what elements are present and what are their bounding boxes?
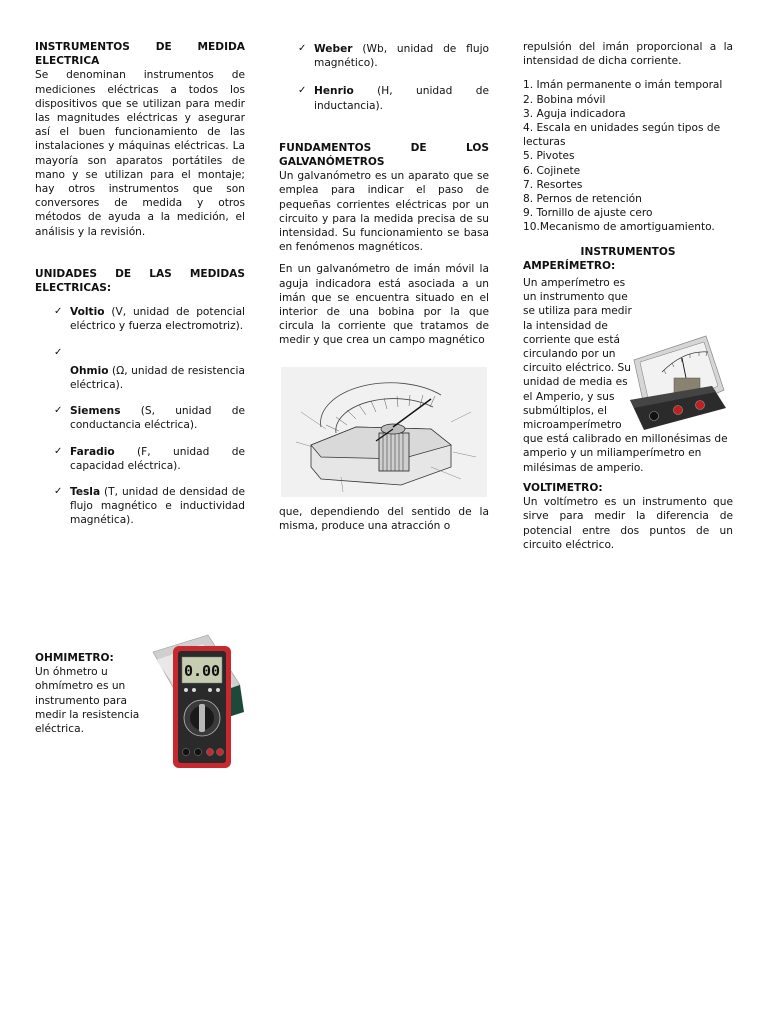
unit-name: Tesla	[70, 486, 101, 499]
unit-name: Voltio	[70, 306, 105, 319]
unit-item-henrio	[279, 84, 489, 112]
unit-desc: (S, unidad de conductancia eléctrica).	[70, 405, 245, 432]
section-title-ohmmeter: OHMIMETRO:	[35, 652, 114, 664]
galvanometer-paragraph-2: En un galvanómetro de imán móvil la aguja indicadora está asociada a un imán que se encuentra situado en el interior de una bobina por la que circula la corriente que tratamos de medir y que crea un campo magnético	[279, 263, 489, 347]
section-title-voltmeter: VOLTIMETRO:	[523, 482, 603, 494]
voltmeter-section	[523, 481, 733, 552]
unit-item-weber	[279, 42, 489, 70]
part-item: 5. Pivotes	[523, 150, 575, 163]
multimeter-image	[148, 630, 248, 770]
column-right	[523, 40, 733, 273]
ohmmeter-section	[35, 651, 145, 736]
ammeter-image	[626, 330, 730, 434]
check-icon: ✓	[54, 486, 63, 498]
unit-name: Ohmio	[70, 364, 109, 377]
unit-item-tesla	[35, 485, 245, 528]
section-title-units: UNIDADES DE LAS MEDIDAS ELECTRICAS:	[35, 267, 245, 295]
galvanometer-diagram	[281, 367, 487, 497]
check-icon: ✓	[298, 43, 307, 54]
section-title-ammeter: AMPERÍMETRO:	[523, 259, 616, 272]
section-title-instruments-2: INSTRUMENTOS	[580, 245, 676, 258]
part-item: 10.Mecanismo de amortiguamiento.	[523, 221, 715, 234]
unit-item-ohmio	[35, 364, 245, 392]
unit-name: Henrio	[314, 85, 354, 98]
part-item: 4. Escala en unidades según tipos de lecturas	[523, 122, 721, 149]
unit-name: Siemens	[70, 405, 121, 418]
check-icon: ✓	[54, 306, 63, 318]
unit-name: Faradio	[70, 445, 115, 458]
part-item: 7. Resortes	[523, 178, 583, 191]
part-item: 9. Tornillo de ajuste cero	[523, 207, 653, 220]
ohmmeter-paragraph: Un óhmetro u ohmímetro es un instrumento para medir la resistencia eléctrica.	[35, 666, 140, 736]
unit-desc: (Wb, unidad de flujo magnético).	[314, 43, 489, 70]
voltmeter-paragraph: Un voltímetro es un instrumento que sirve para medir la diferencia de potencial entre dos puntos de un circuito eléctrico.	[523, 496, 733, 551]
check-icon: ✓	[54, 346, 63, 358]
unit-item-faradio	[35, 445, 245, 473]
unit-desc: (Ω, unidad de resistencia eléctrica).	[70, 364, 245, 392]
part-item: 1. Imán permanente o imán temporal	[523, 79, 723, 92]
unit-item-empty	[35, 346, 245, 360]
unit-desc: (V, unidad de potencial eléctrico y fuerza electromotriz).	[70, 306, 246, 333]
unit-desc: (T, unidad de densidad de flujo magnético e inductividad magnética).	[70, 486, 245, 527]
galvanometer-paragraph-1: Un galvanómetro es un aparato que se emplea para indicar el paso de pequeñas corrientes eléctricas por un circuito y para la medida precisa de su intensidad. Su funcionamiento se basa en fenómenos magnéticos.	[279, 170, 489, 254]
check-icon: ✓	[298, 85, 307, 97]
check-icon: ✓	[54, 405, 63, 417]
units-list-continued	[279, 42, 489, 113]
unit-name: Weber	[314, 43, 353, 55]
galvanometer-parts-list	[523, 78, 733, 234]
unit-desc: (H, unidad de inductancia).	[314, 85, 489, 112]
part-item: 8. Pernos de retención	[523, 193, 642, 206]
unit-desc: (F, unidad de capacidad eléctrica).	[70, 445, 245, 472]
galvanometer-paragraph-3: que, dependiendo del sentido de la misma, produce una atracción o	[279, 506, 489, 533]
part-item: 6. Cojinete	[523, 164, 581, 177]
check-icon: ✓	[54, 445, 63, 457]
column-middle	[279, 40, 489, 348]
continued-paragraph: repulsión del imán proporcional a la intensidad de dicha corriente.	[523, 41, 733, 68]
unit-item-siemens	[35, 404, 245, 432]
unit-item-voltio	[35, 305, 245, 333]
column-left	[35, 40, 245, 540]
units-list	[35, 305, 245, 527]
multimeter-display: 0.00	[183, 662, 221, 680]
part-item: 3. Aguja indicadora	[523, 107, 626, 120]
part-item: 2. Bobina móvil	[523, 93, 606, 106]
instruments-paragraph: Se denominan instrumentos de mediciones eléctricas a todos los dispositivos que se utilizan para medir las magnitudes eléctricas y asegurar así el buen funcionamiento de las instalaciones y máquinas eléctricas. La mayoría son aparatos portátiles de mano y se utilizan para el montaje; hay otros instrumentos que son conversores de medida y otros métodos de ayuda a la medición, el análisis y la revisión.	[35, 69, 245, 238]
section-title-instruments: INSTRUMENTOS DE MEDIDA ELECTRICA	[35, 41, 245, 68]
ammeter-paragraph-visible: Un amperímetro es un instrumento que se utiliza para medir la intensidad de corriente que está circulando por un circuito eléctrico. Su unidad de media es el Amperio, y sus submúltiplos, el microamperímetro que está calibrado en millonésimas de amperio y un miliamperímetro en milésimas de amperio.	[523, 277, 728, 474]
section-title-galvanometer: FUNDAMENTOS DE LOS GALVANÓMETROS	[279, 141, 489, 169]
